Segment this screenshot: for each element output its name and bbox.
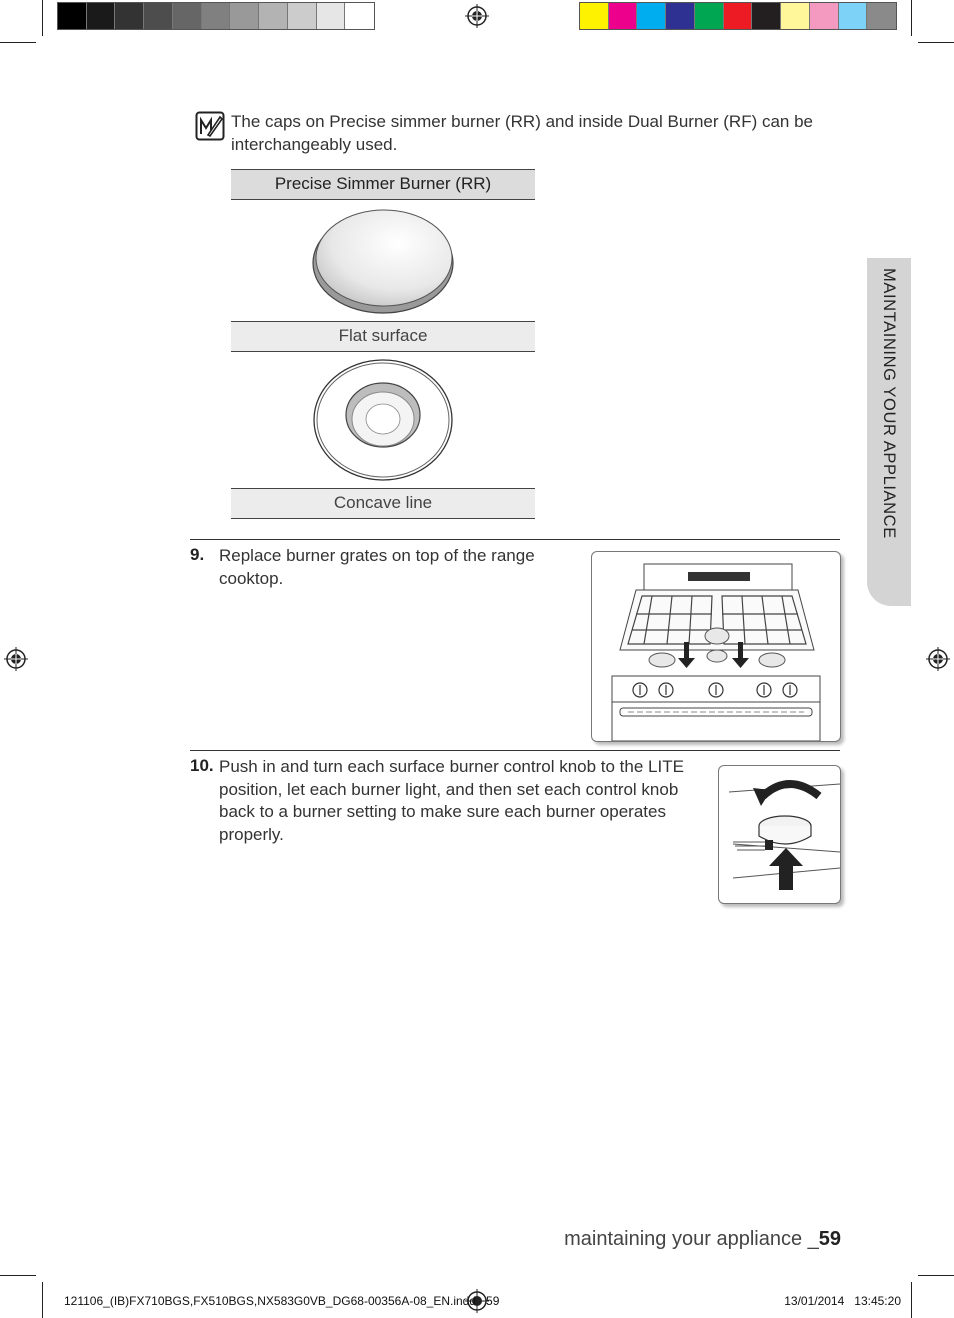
page-number: 59 xyxy=(818,1228,841,1250)
grayscale-color-bar xyxy=(57,2,375,30)
registration-target-icon xyxy=(4,647,28,671)
table-row-caption: Flat surface xyxy=(231,321,535,352)
gray-swatch xyxy=(87,3,116,29)
side-tab-label: MAINTAINING YOUR APPLIANCE xyxy=(880,268,898,539)
divider xyxy=(190,539,840,540)
gray-swatch xyxy=(345,3,374,29)
crop-mark xyxy=(918,1275,954,1276)
color-swatch xyxy=(867,3,896,29)
registration-target-icon xyxy=(465,4,489,28)
footer-section-title: maintaining your appliance _ xyxy=(564,1228,819,1250)
divider xyxy=(190,750,840,751)
gray-swatch xyxy=(288,3,317,29)
table-header: Precise Simmer Burner (RR) xyxy=(231,169,535,200)
registration-target-icon xyxy=(926,647,950,671)
control-knob-illustration xyxy=(718,765,841,904)
gray-swatch xyxy=(230,3,259,29)
step-number: 9. xyxy=(190,545,205,564)
step-text: Replace burner grates on top of the range cooktop. xyxy=(219,546,535,588)
color-swatch xyxy=(839,3,868,29)
color-swatch xyxy=(666,3,695,29)
gray-swatch xyxy=(259,3,288,29)
color-swatch xyxy=(781,3,810,29)
note-pencil-icon xyxy=(195,111,225,141)
range-grates-illustration xyxy=(591,551,841,742)
color-swatch xyxy=(752,3,781,29)
color-swatch xyxy=(695,3,724,29)
step-text: Push in and turn each surface burner control knob to the LITE position, let each burner light, and then set each control knob back to a burner setting to make sure each burner operates properly. xyxy=(219,757,684,844)
gray-swatch xyxy=(202,3,231,29)
step-number: 10. xyxy=(190,756,214,775)
note-text: The caps on Precise simmer burner (RR) and inside Dual Burner (RF) can be interchangeably used. xyxy=(231,112,814,154)
flat-cap-image xyxy=(308,205,458,319)
gray-swatch xyxy=(317,3,346,29)
crop-mark xyxy=(911,0,912,36)
crop-mark xyxy=(0,42,36,43)
cmyk-color-bar xyxy=(579,2,897,30)
gray-swatch xyxy=(115,3,144,29)
concave-cap-image xyxy=(311,357,455,483)
crop-mark xyxy=(42,1282,43,1318)
color-swatch xyxy=(810,3,839,29)
color-swatch xyxy=(724,3,753,29)
color-swatch xyxy=(609,3,638,29)
color-swatch xyxy=(637,3,666,29)
gray-swatch xyxy=(173,3,202,29)
crop-mark xyxy=(0,1275,36,1276)
cap-table xyxy=(231,169,535,519)
print-timestamp: 13/01/2014 13:45:20 xyxy=(784,1294,901,1308)
file-info: 121106_(IB)FX710BGS,FX510BGS,NX583G0VB_DG68-00356A-08_EN.indd 59 xyxy=(64,1294,500,1308)
crop-mark xyxy=(918,42,954,43)
crop-mark xyxy=(42,0,43,36)
side-section-tab xyxy=(867,258,911,606)
gray-swatch xyxy=(58,3,87,29)
table-row-caption: Concave line xyxy=(231,488,535,519)
gray-swatch xyxy=(144,3,173,29)
page-footer-title xyxy=(564,1228,841,1251)
color-swatch xyxy=(580,3,609,29)
crop-mark xyxy=(911,1282,912,1318)
